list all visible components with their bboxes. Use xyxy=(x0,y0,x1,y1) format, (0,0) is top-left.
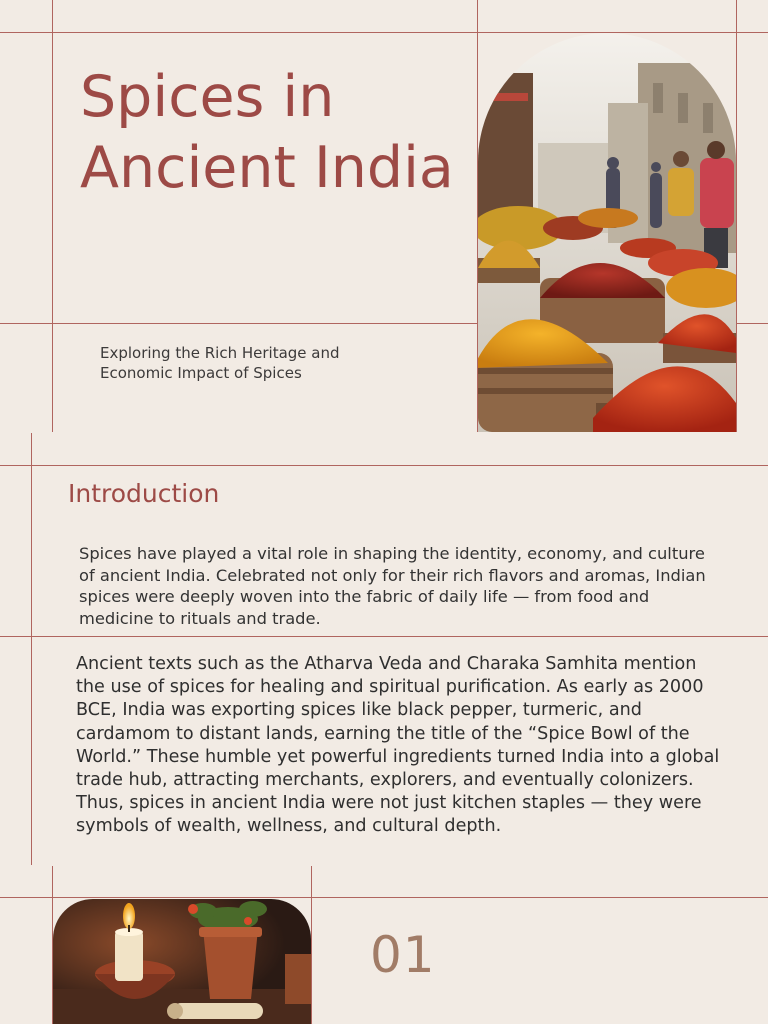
grid-line-thumb-right xyxy=(311,866,312,1024)
spice-market-image xyxy=(478,33,736,432)
grid-line-paragraph xyxy=(0,636,768,637)
grid-line-top xyxy=(0,32,768,33)
page-number: 01 xyxy=(370,926,436,984)
history-paragraph: Ancient texts such as the Atharva Veda and Charaka Samhita mention the use of spices for healing and spiritual purification. As early as 2000 BCE, India was exporting spices like black pepper, turmeric, and cardamom to distant lands, earning the title of the “Spice Bowl of the World.” These humble yet powerful ingredients turned India into a global trade hub, attracting merchants, explorers, and eventually colonizers. Thus, spices in ancient India were not just kitchen staples — they were symbols of wealth, wellness, and cultural depth. xyxy=(76,654,720,837)
page-subtitle: Exploring the Rich Heritage and Economic Impact of Spices xyxy=(100,344,340,382)
grid-line-section xyxy=(0,465,768,466)
intro-paragraph: Spices have played a vital role in shaping the identity, economy, and culture of ancient India. Celebrated not only for their rich flavors and aromas, Indian spices were deeply woven into the fabric of daily life — from food and medicine to rituals and trade. xyxy=(79,544,706,628)
candle-diya-image xyxy=(53,899,311,1024)
grid-line-image-right xyxy=(736,0,737,432)
section-heading: Introduction xyxy=(68,479,220,508)
grid-line-bottom xyxy=(0,897,768,898)
grid-line-left-upper xyxy=(52,0,53,432)
page-title: Spices in Ancient India xyxy=(80,64,454,201)
grid-line-left-middle xyxy=(31,433,32,865)
